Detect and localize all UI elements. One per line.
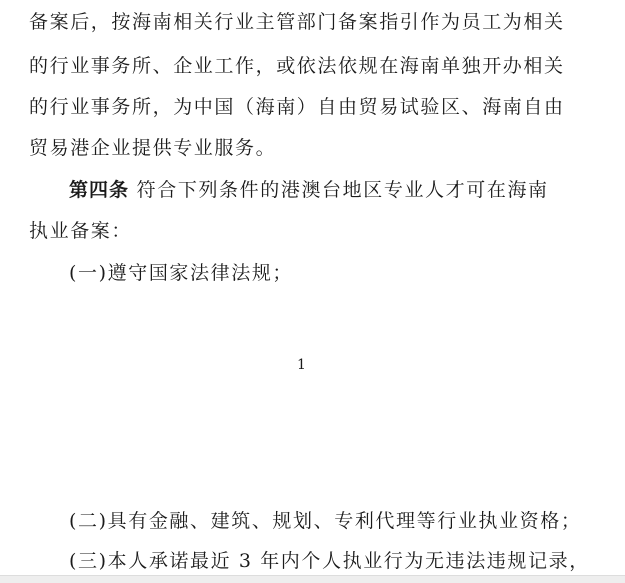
paragraph-line-1: 备案后，按海南相关行业主管部门备案指引作为员工为相关: [29, 11, 565, 33]
list-item-3: (三)本人承诺最近 3 年内个人执业行为无违法违规记录，: [69, 550, 590, 572]
paragraph-line-4: 贸易港企业提供专业服务。: [29, 137, 277, 159]
paragraph-line-2: 的行业事务所、企业工作，或依法依规在海南单独开办相关: [29, 55, 565, 77]
page-number: 1: [297, 357, 306, 373]
article-4-text: 符合下列条件的港澳台地区专业人才可在海南: [136, 179, 549, 201]
paragraph-line-3: 的行业事务所，为中国（海南）自由贸易试验区、海南自由: [29, 96, 565, 118]
list-item-1: (一)遵守国家法律法规；: [69, 262, 294, 284]
list-item-2: (二)具有金融、建筑、规划、专利代理等行业执业资格；: [69, 510, 582, 532]
article-4-title: 第四条: [69, 179, 130, 201]
article-4-line-2: 执业备案：: [29, 220, 133, 242]
article-4-line-1: [69, 178, 549, 202]
